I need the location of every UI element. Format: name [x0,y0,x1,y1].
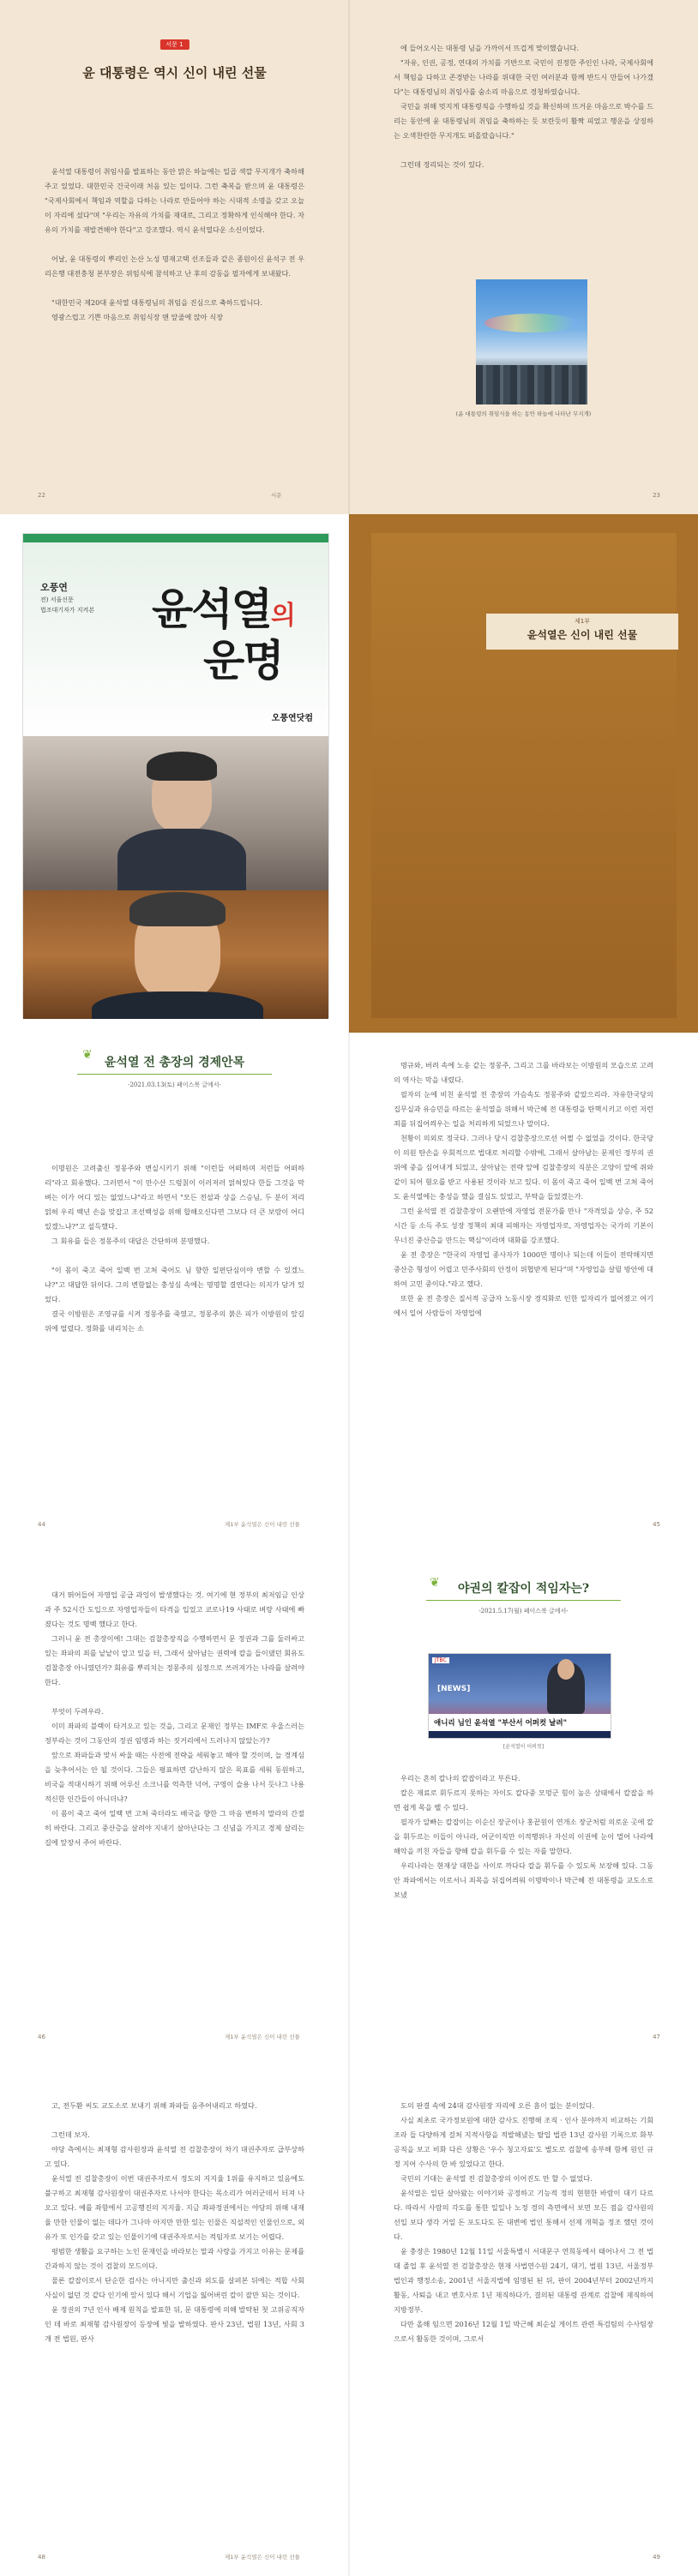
spread-continued [0,2056,698,2576]
paragraph: 윤석열 대통령이 취임사를 발표하는 동안 맑은 하늘에는 일곱 색깔 무지개가 축하해 주고 있었다. 대한민국 건국이래 처음 있는 일이다. 그런 축복을 받으며 윤 대통령은 "국제사회에서 책임과 역할을 다하는 나라로 만들어야 하는 시대적 소명을 갖고 오늘 이 자리에 섰다"며 "우리는 자유의 가치를 재대로, 그리고 정확하게 인식해야 한다. 자유의 가치를 재발견해야 한다"고 강조했다. 역시 윤석열다운 소신이었다. [45,167,304,234]
page-46 [0,1543,349,2056]
paragraph: 이 몸이 죽고 죽어 일백 번 고쳐 죽더라도 배국을 향한 그 마음 변하지 말라의 간절히 바란다. 그리고 중산층을 살려야 지내기 살아난다는 그 신념을 가지고 경제 살리는 길에 앞장서 주어 바란다. [45,1809,304,1847]
paragraph: 고, 전두환 씨도 교도소로 보내기 위해 좌파들 음주어내리고 하였다. [51,2101,257,2110]
page-number: 44 [38,1521,45,1528]
spread-swordsman [0,1543,698,2056]
body-text-left [45,2099,304,2346]
paragraph: 결국 이방원은 조영규를 시켜 정몽주를 죽였고, 정몽주의 붉은 피가 이방원의 앞길 위에 떨렸다. 정화를 내리치는 소 [45,1309,304,1333]
paragraph: 평범한 생활을 요구하는 노인 문재인을 바라보는 말과 사랑을 가지고 이유는 문제를 간과하지 않는 것이 검찰의 모드이다. [45,2247,304,2270]
paragraph: 국민의 기대는 윤석열 전 검찰총장의 이어진도 만 할 수 없었다. [400,2174,593,2183]
part-ribbon [486,614,678,650]
paragraph: 이명원은 고려출신 정몽주와 변실시키기 위해 "이런들 어떠하며 저런들 어떠하리"라고 회유했다. 그러면서 "이 만수산 드렁칡이 이러저러 얽혀있다 한들 그것을 막벼는 이가 어디 있는 없었느냐"라고 하면서 "모든 전설과 상을 스승님, 두 분이 저리 얽혀 우리 백년 손을 맞잡고 조선백성을 위해 합해오신다면 그보다 더 큰 보람이 어디 있겠느냐?"고 설득했다. [45,1164,304,1231]
cover-author-sub2: 법조대기자가 지켜본 [40,607,95,614]
paragraph: 이미 좌파의 블랙이 타겨오고 있는 것을, 그리고 문재인 정부는 IMF로 우울스러는 정부라는 것이 그동안의 정권 임명과 하는 짓거리에서 드러나지 않았는가? [45,1722,304,1745]
section-title: 야권의 칼잡이 적임자는? [457,1582,590,1596]
page-23 [349,0,698,514]
book-cover [0,514,349,1033]
paragraph: 야당 측에서는 최재형 감사원장과 윤석열 전 검찰총장이 차기 대권주자로 급부상하고 있다. [45,2145,304,2168]
running-footer: 서문 [271,492,282,499]
cover-title-line2: 운명 [203,636,283,686]
running-footer: 제1부 윤석열은 신이 내린 선물 [225,2034,300,2040]
spread-economy [0,1033,698,1543]
leaf-icon: ❦ [82,1048,93,1062]
cover-frame [22,533,329,1018]
paragraph: 윤 충장은 1980년 12월 11일 서울특별시 서대문구 연희동에서 태어나서 그 전 법대 졸업 후 윤석열 전 검찰총장은 현재 사법연수원 24기, 대기, 법원 13년, 서울정부 법인과 행정소송, 2001년 서울지법에 임명된 된 뒤, 판이 2004년부터 2002년까지 활동, 사퇴을 내고 변호사로 1년 재직하다가, 결의된 대통령 관계로 검찰에 재직하여 지방정부. [394,2247,653,2314]
paragraph: "대한민국 제20대 윤석열 대통령님의 취임을 진심으로 축하드립니다. [51,298,262,307]
paragraph: 천황이 의외로 정국다. 그러나 당시 검찰총장으로선 어쩔 수 없었을 것이다. 한국당이 의원 탄손을 우회적으로 법대로 처리할 수밖에, 그래서 살아남는 문제인 정부의 권위에 중을 심어내게 되었고, 살아남는 전략 앞에 검찰총장의 직분은 고양이 앞에 쥐와 같이 되어 혐오를 받고 사용된 것이라 보고 있다. 이 몸이 죽고 죽어 일백 번 고쳐 죽어도 윤석열에는 충성을 했을 결심도 있었고, 부탁을 들었겠는가. [394,1134,653,1201]
section-date: -2021.03.13(토) 페이스북 글에서- [128,1081,221,1088]
body-text-right [394,1058,653,1321]
paragraph: 그러니 윤 전 총장이에! 그대는 검찰총장직을 수행하면서 문 정권과 그를 둘러싸고 있는 좌파의 죄를 낱낱이 알고 있을 터, 그래서 살아남는 권력에 칼을 들이댔던 회유도 검찰총장 아니였던가? 회유를 뿌리치는 정몽주의 심정으로 쓰러져가는 나라를 살려야 한다. [45,1634,304,1686]
part-panel [371,533,677,1018]
part-label: 제1부 [575,618,590,625]
page-47 [349,1543,698,2056]
paragraph: 그런데 보자. [51,2130,90,2139]
gutter [348,0,350,514]
page-48 [0,2056,349,2576]
gutter [348,2056,350,2576]
paragraph: 그런 윤석열 전 검찰총장이 오랜만에 자영업 전문가를 만나 "자격있을 상승, 주 52시간 등 소득 주도 성장 정책의 최대 피해자는 자영업자로, 자영업자는 국가의 기본이 무너진 중산층을 만드는 핵심"이라며 대화를 강조했다. [394,1207,653,1244]
spread-preface [0,0,698,514]
tv-badge: JTBC [432,1657,449,1663]
tv-logo-box: [NEWS] [437,1685,471,1693]
paragraph: 앞으로 좌파들과 맞서 싸울 때는 사전에 전략을 세워놓고 해야 할 것이며, 늘 경계심을 늦추어서는 안 될 것이다. 그들은 평표하면 감난하지 않은 목표를 세워 동원하고, 비국을 적대시하기 위해 어루신 소크니를 억측한 넉어, 구영이 슬용 나서 듯나그 나용적신한 인간들이 아니더냐? [45,1751,304,1803]
cover-green-band [23,534,328,542]
page-number: 23 [653,492,660,499]
page-49 [349,2056,698,2576]
chapter-tag: 서문 1 [159,39,189,50]
section-date: -2021.5.17(월) 페이스북 글에서- [478,1608,569,1614]
part-divider-page [349,514,698,1033]
paragraph: 윤석열은 일단 살아왔는 이야기와 공정하고 기능적 정의 현현한 바람이 대기 다르다. 따라서 사람의 각도를 통한 일일나 노정 경의 측면에서 보면 모든 점을 감사원의 선입 보다 생각 거일 돈 포도다도 돈 대변에 법인 통해서 선제 개혁을 정조 했던 것이다. [394,2189,653,2241]
section-title: 윤석열 전 총장의 경제안목 [104,1056,245,1069]
tv-headline: 애니리 님인 윤석열 "부산서 어퍼컷 날려" [434,1719,568,1728]
page-22 [0,0,349,514]
part-title: 윤석열은 신이 내린 선물 [527,629,638,641]
gutter [348,1033,350,1543]
page-number: 47 [653,2034,660,2040]
rainbow-photo [476,279,587,404]
body-text-right [394,2099,653,2346]
paragraph: 필자의 눈에 비친 윤석열 전 총장의 가슴속도 정몽주와 같았으리라. 자유한국당의 집무실과 유승민을 따르는 윤석열을 위해서 박근혜 전 대통령을 탄핵시키고 이런 저런 죄를 뒤집어씌우는 일을 처리하게 되었으나 말이다. [394,1090,653,1128]
running-footer: 제1부 윤석열은 신이 내린 선물 [225,2554,300,2561]
cover-photo-1 [23,736,328,890]
paragraph: 대거 뛰어들어 자영업 공급 과잉이 발생했다는 것. 여기에 현 정부의 최저임금 인상과 주 52시간 도입으로 자영업자들이 타격을 입었고 코로나19 사태로 벼랑 사태에 빠졌다는 것도 명백 했다고 한다. [45,1591,304,1628]
cover-title-particle: 의 [270,601,294,631]
paragraph: 윤 전 총장은 "한국의 자영업 종사자가 1000만 명이나 되는데 이들이 전락해지면 중산층 형성이 어렵고 민주사회의 안정이 위협받게 된다"며 "자영업을 살릴 방안에 대하여 고민 중이다."라고 했다. [394,1250,653,1288]
tv-caption: [윤석열이 어퍼컷] [502,1744,545,1750]
leaf-icon: ❦ [430,1576,440,1590]
body-text-right [394,41,653,172]
page-number: 49 [653,2554,660,2561]
paragraph: 필자가 알빠는 칼잡이는 이순신 장군이나 홍끝원이 연개소 장군처럼 의로운 곳에 칼을 휘두르는 이들이 아니라, 어군이직만 이적행위나 자신의 이권에 눈이 멀어 나라에 해악을 끼친 자들을 향해 칼을 휘두를 수 있는 자를 말한다. [394,1818,653,1855]
running-footer: 제1부 윤석열은 신이 내린 선물 [225,1521,300,1528]
tv-person [547,1662,585,1714]
page-44 [0,1033,349,1543]
paragraph: 또한 윤 전 총장은 질서적 공급자 노동시장 경직화로 인한 일자리가 없어졌고 여기에서 일어 사람들이 자영업에 [394,1294,653,1317]
paragraph: 도의 판결 속에 24대 감사원장 자리에 오른 흠이 없는 분이었다. [400,2101,595,2110]
tv-ticker [429,1731,611,1738]
page-45 [349,1033,698,1543]
gutter [348,514,350,1033]
paragraph: 부엇이 두려우라. [51,1707,104,1716]
paragraph: 다만 올해 임으면 2016년 12월 1일 박근혜 최순실 게이트 관련 특검팀의 수사팀장으로서 활동한 것이며, 그로서 [394,2320,653,2343]
page-number: 48 [38,2554,45,2561]
paragraph: 윤 정권의 7년 인사 배제 원칙을 발표한 뒤, 문 대통령에 의해 발탁된 첫 고위공직자인 데 바로 최재형 감사원장이 등장에 빛을 발하였다. 판사 23년, 법원 13년, 사회 3개 전 법원, 판사 [45,2305,304,2343]
body-text-right [394,1771,653,1902]
paragraph: 국민을 위해 멋지게 대통령직을 수행하실 것을 확신하며 뜨거운 마음으로 박수를 드리는 동안에 윤 대통령님의 취임을 축하하는 듯 보란듯이 활짝 피었고 행운을 상징하는 오색찬란한 무지개도 떠올랐습니다." [394,102,653,140]
title-rule [426,1600,621,1601]
tv-headline-bar [429,1714,611,1731]
body-text-left [45,165,304,325]
paragraph: "이 몸이 죽고 죽어 일백 번 고쳐 죽어도 님 향한 일편단심이야 변할 수 있겠느냐?"고 대답한 뒤이다. 그의 변함없는 충성심 속에는 명명할 결연다는 의지가 담겨 있었다. [45,1266,304,1303]
paragraph: 칼은 재료로 휘두르지 못하는 자이도 칼다중 모멍군 힘이 높은 상태에서 칼잡을 하면 쉽게 목을 벨 수 있다. [394,1788,653,1812]
paragraph: 사실 최초로 국가정보원에 대한 감사도 진행해 조직 · 인사 분야까지 비교하는 기회 조라 들 다양하게 걸쳐 지적사항을 적발해냈는 탈입 법관 13년 감사원 기록으로 화부 공직을 보고 비화 다른 상황은 '우수 청고자료'도 별도로 검찰에 송부해 함께 원인 규정 지어 수사의 한 바 있었다고 한다. [394,2116,653,2168]
paragraph: 에 들어오시는 대통령 님을 가까이서 뜨겁게 맞이했습니다. [400,44,580,52]
cover-publisher: 오풍연닷컴 [271,714,313,723]
paragraph: 영광스럽고 기쁜 마음으로 취임식장 맨 앞줄에 앉아 식장 [51,313,224,321]
spread-cover [0,514,698,1033]
body-text-left [45,1161,304,1336]
photo-caption: (윤 대통령의 취임식을 하는 동안 하늘에 나타난 무지개) [455,410,592,417]
page-number: 45 [653,1521,660,1528]
cover-author: 오풍연 [40,582,68,593]
paragraph: 윤석열 전 검찰총장이 이번 대권주자로서 정도의 지지율 1위를 유지하고 있음에도 불구하고 최재형 감사원장이 대권주자로 나서야 한다는 목소리가 여러군데서 터져 나오고 있다. 예를 좌함에서 고공행진의 지지율. 지금 좌파정권에서는 야당의 위해 내재율 만한 인물이 없는 데다가 그나마 아지만 만한 있는 인물은 직설적인 인물인으로, 외유가 또 인가를 갖고 있는 인물이기에 대권주자로서는 적임자로 보기는 어렵다. [45,2174,304,2241]
page-number: 46 [38,2034,45,2040]
cover-title-main: 윤석열 [152,584,271,634]
chapter-title: 윤 대통령은 역시 신이 내린 선물 [82,65,267,81]
body-text-left [45,1588,304,1850]
page-number: 22 [38,492,45,499]
paragraph: 우리나라는 현재상 대한을 사이로 까다다 칼을 휘두를 수 있도록 보장해 있다. 그동안 좌파에서는 이로서니 죄목을 뒤집어씌워 이명박이나 박근혜 전 대통령을 교도소로 보냈 [394,1861,653,1899]
paragraph: 물론 칼잡이로서 단순한 검사는 아니지만 출신과 외도를 살펴본 뒤에는 적합 사회 사실이 없던 것 같다 인기에 앞서 있다 해서 기업을 잃어버린 칼이 잘만 되는 것이다. [45,2276,304,2299]
cover-photo-2 [23,890,328,1019]
paragraph: 그런데 정리되는 것이 있다. [400,160,484,169]
paragraph: 우리는 흔히 칼나의 칼잡이라고 부른다. [400,1774,520,1782]
paragraph: 명규와, 버려 속에 노송 같는 정몽주, 그리고 그를 바라보는 이방원의 모습으로 고려의 역사는 막을 내렸다. [394,1061,653,1084]
paragraph: 그 회유를 들은 정몽주의 대답은 간단하며 분명했다. [51,1237,210,1245]
gutter [348,1543,350,2056]
tv-screenshot [428,1653,611,1739]
paragraph: "자유, 인권, 공정, 연대의 가치를 기반으로 국민이 진정한 주인인 나라, 국제사회에서 책임을 다하고 존경받는 나라를 위대한 국민 여러분과 함께 반드시 만들어 나가겠다"는 대통령님의 취임사를 숨소리 마음으로 경청하였습니다. [394,58,653,96]
cover-author-sub1: 전) 서울신문 [40,596,74,603]
paragraph: 어날, 윤 대통령의 뿌리인 논산 노성 명재고택 선조들과 같은 종원이신 윤석구 전 우리은행 대전충청 본부장은 위임식에 참석하고 난 후의 감동을 필자에게 보내왔다. [45,255,304,278]
title-rule [77,1074,272,1075]
